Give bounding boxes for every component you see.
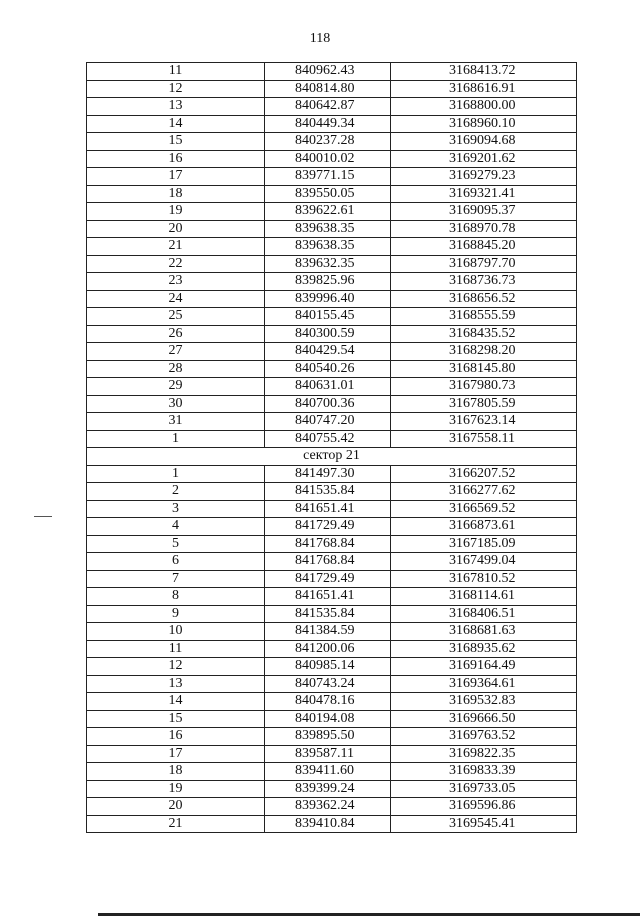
y-coordinate-cell: 3169596.86 bbox=[391, 798, 577, 816]
table-row bbox=[87, 763, 577, 781]
x-coordinate-cell: 840700.36 bbox=[265, 395, 391, 413]
point-number-cell: 20 bbox=[87, 798, 265, 816]
point-number-cell: 24 bbox=[87, 290, 265, 308]
table-row bbox=[87, 605, 577, 623]
x-coordinate-cell: 839362.24 bbox=[265, 798, 391, 816]
margin-mark bbox=[34, 516, 52, 517]
point-number-cell: 5 bbox=[87, 535, 265, 553]
table-row bbox=[87, 780, 577, 798]
y-coordinate-cell: 3168736.73 bbox=[391, 273, 577, 291]
y-coordinate-cell: 3169164.49 bbox=[391, 658, 577, 676]
x-coordinate-cell: 839411.60 bbox=[265, 763, 391, 781]
point-number-cell: 16 bbox=[87, 728, 265, 746]
y-coordinate-cell: 3167558.11 bbox=[391, 430, 577, 448]
x-coordinate-cell: 840985.14 bbox=[265, 658, 391, 676]
table-row bbox=[87, 255, 577, 273]
point-number-cell: 9 bbox=[87, 605, 265, 623]
x-coordinate-cell: 840449.34 bbox=[265, 115, 391, 133]
x-coordinate-cell: 839771.15 bbox=[265, 168, 391, 186]
table-row bbox=[87, 710, 577, 728]
page-bottom-rule bbox=[98, 913, 640, 916]
point-number-cell: 13 bbox=[87, 675, 265, 693]
table-row bbox=[87, 693, 577, 711]
x-coordinate-cell: 839825.96 bbox=[265, 273, 391, 291]
y-coordinate-cell: 3168656.52 bbox=[391, 290, 577, 308]
y-coordinate-cell: 3166873.61 bbox=[391, 518, 577, 536]
point-number-cell: 17 bbox=[87, 168, 265, 186]
point-number-cell: 8 bbox=[87, 588, 265, 606]
point-number-cell: 14 bbox=[87, 693, 265, 711]
table-row bbox=[87, 728, 577, 746]
y-coordinate-cell: 3168800.00 bbox=[391, 98, 577, 116]
x-coordinate-cell: 840429.54 bbox=[265, 343, 391, 361]
x-coordinate-cell: 841384.59 bbox=[265, 623, 391, 641]
table-row bbox=[87, 343, 577, 361]
y-coordinate-cell: 3167980.73 bbox=[391, 378, 577, 396]
y-coordinate-cell: 3169095.37 bbox=[391, 203, 577, 221]
x-coordinate-cell: 841200.06 bbox=[265, 640, 391, 658]
point-number-cell: 1 bbox=[87, 465, 265, 483]
x-coordinate-cell: 840478.16 bbox=[265, 693, 391, 711]
table-row bbox=[87, 290, 577, 308]
x-coordinate-cell: 839399.24 bbox=[265, 780, 391, 798]
table-row bbox=[87, 798, 577, 816]
y-coordinate-cell: 3168114.61 bbox=[391, 588, 577, 606]
y-coordinate-cell: 3169822.35 bbox=[391, 745, 577, 763]
table-row bbox=[87, 63, 577, 81]
table-row bbox=[87, 168, 577, 186]
table-row bbox=[87, 308, 577, 326]
y-coordinate-cell: 3167185.09 bbox=[391, 535, 577, 553]
point-number-cell: 20 bbox=[87, 220, 265, 238]
x-coordinate-cell: 839622.61 bbox=[265, 203, 391, 221]
x-coordinate-cell: 839895.50 bbox=[265, 728, 391, 746]
table-row bbox=[87, 553, 577, 571]
x-coordinate-cell: 840755.42 bbox=[265, 430, 391, 448]
point-number-cell: 11 bbox=[87, 63, 265, 81]
y-coordinate-cell: 3169545.41 bbox=[391, 815, 577, 833]
x-coordinate-cell: 841651.41 bbox=[265, 588, 391, 606]
point-number-cell: 2 bbox=[87, 483, 265, 501]
x-coordinate-cell: 840237.28 bbox=[265, 133, 391, 151]
x-coordinate-cell: 841497.30 bbox=[265, 465, 391, 483]
x-coordinate-cell: 840194.08 bbox=[265, 710, 391, 728]
page-number: 118 bbox=[309, 31, 331, 46]
point-number-cell: 19 bbox=[87, 780, 265, 798]
table-row bbox=[87, 623, 577, 641]
sector-header-row bbox=[87, 448, 577, 466]
table-row bbox=[87, 203, 577, 221]
x-coordinate-cell: 841729.49 bbox=[265, 518, 391, 536]
table-row bbox=[87, 570, 577, 588]
table-row bbox=[87, 115, 577, 133]
table-row bbox=[87, 220, 577, 238]
point-number-cell: 19 bbox=[87, 203, 265, 221]
y-coordinate-cell: 3168616.91 bbox=[391, 80, 577, 98]
point-number-cell: 18 bbox=[87, 763, 265, 781]
point-number-cell: 1 bbox=[87, 430, 265, 448]
point-number-cell: 7 bbox=[87, 570, 265, 588]
y-coordinate-cell: 3169733.05 bbox=[391, 780, 577, 798]
table-row bbox=[87, 133, 577, 151]
y-coordinate-cell: 3168298.20 bbox=[391, 343, 577, 361]
y-coordinate-cell: 3168413.72 bbox=[391, 63, 577, 81]
point-number-cell: 27 bbox=[87, 343, 265, 361]
y-coordinate-cell: 3167805.59 bbox=[391, 395, 577, 413]
y-coordinate-cell: 3168960.10 bbox=[391, 115, 577, 133]
table-row bbox=[87, 640, 577, 658]
point-number-cell: 6 bbox=[87, 553, 265, 571]
y-coordinate-cell: 3168970.78 bbox=[391, 220, 577, 238]
x-coordinate-cell: 839632.35 bbox=[265, 255, 391, 273]
y-coordinate-cell: 3169364.61 bbox=[391, 675, 577, 693]
y-coordinate-cell: 3169321.41 bbox=[391, 185, 577, 203]
x-coordinate-cell: 840155.45 bbox=[265, 308, 391, 326]
point-number-cell: 15 bbox=[87, 133, 265, 151]
y-coordinate-cell: 3167499.04 bbox=[391, 553, 577, 571]
point-number-cell: 22 bbox=[87, 255, 265, 273]
point-number-cell: 15 bbox=[87, 710, 265, 728]
table-row bbox=[87, 465, 577, 483]
x-coordinate-cell: 840962.43 bbox=[265, 63, 391, 81]
point-number-cell: 12 bbox=[87, 80, 265, 98]
table-row bbox=[87, 325, 577, 343]
y-coordinate-cell: 3166277.62 bbox=[391, 483, 577, 501]
x-coordinate-cell: 841729.49 bbox=[265, 570, 391, 588]
point-number-cell: 14 bbox=[87, 115, 265, 133]
y-coordinate-cell: 3167623.14 bbox=[391, 413, 577, 431]
table-row bbox=[87, 535, 577, 553]
y-coordinate-cell: 3168797.70 bbox=[391, 255, 577, 273]
table-row bbox=[87, 98, 577, 116]
x-coordinate-cell: 840631.01 bbox=[265, 378, 391, 396]
y-coordinate-cell: 3168435.52 bbox=[391, 325, 577, 343]
coordinates-table-body bbox=[87, 63, 577, 833]
y-coordinate-cell: 3169094.68 bbox=[391, 133, 577, 151]
table-row bbox=[87, 745, 577, 763]
table-row bbox=[87, 430, 577, 448]
x-coordinate-cell: 841535.84 bbox=[265, 483, 391, 501]
y-coordinate-cell: 3169201.62 bbox=[391, 150, 577, 168]
x-coordinate-cell: 840642.87 bbox=[265, 98, 391, 116]
point-number-cell: 12 bbox=[87, 658, 265, 676]
table-row bbox=[87, 500, 577, 518]
x-coordinate-cell: 841651.41 bbox=[265, 500, 391, 518]
x-coordinate-cell: 840300.59 bbox=[265, 325, 391, 343]
y-coordinate-cell: 3168145.80 bbox=[391, 360, 577, 378]
y-coordinate-cell: 3168845.20 bbox=[391, 238, 577, 256]
x-coordinate-cell: 839587.11 bbox=[265, 745, 391, 763]
x-coordinate-cell: 839550.05 bbox=[265, 185, 391, 203]
y-coordinate-cell: 3167810.52 bbox=[391, 570, 577, 588]
sector-title: сектор 21 bbox=[87, 448, 577, 466]
table-row bbox=[87, 518, 577, 536]
point-number-cell: 10 bbox=[87, 623, 265, 641]
point-number-cell: 3 bbox=[87, 500, 265, 518]
point-number-cell: 30 bbox=[87, 395, 265, 413]
table-row bbox=[87, 588, 577, 606]
y-coordinate-cell: 3166569.52 bbox=[391, 500, 577, 518]
table-row bbox=[87, 80, 577, 98]
point-number-cell: 16 bbox=[87, 150, 265, 168]
y-coordinate-cell: 3166207.52 bbox=[391, 465, 577, 483]
table-row bbox=[87, 273, 577, 291]
y-coordinate-cell: 3169763.52 bbox=[391, 728, 577, 746]
x-coordinate-cell: 841768.84 bbox=[265, 553, 391, 571]
x-coordinate-cell: 840747.20 bbox=[265, 413, 391, 431]
x-coordinate-cell: 840010.02 bbox=[265, 150, 391, 168]
point-number-cell: 23 bbox=[87, 273, 265, 291]
x-coordinate-cell: 839996.40 bbox=[265, 290, 391, 308]
point-number-cell: 26 bbox=[87, 325, 265, 343]
x-coordinate-cell: 841535.84 bbox=[265, 605, 391, 623]
x-coordinate-cell: 840814.80 bbox=[265, 80, 391, 98]
point-number-cell: 17 bbox=[87, 745, 265, 763]
y-coordinate-cell: 3169666.50 bbox=[391, 710, 577, 728]
x-coordinate-cell: 840743.24 bbox=[265, 675, 391, 693]
y-coordinate-cell: 3168935.62 bbox=[391, 640, 577, 658]
x-coordinate-cell: 840540.26 bbox=[265, 360, 391, 378]
y-coordinate-cell: 3169532.83 bbox=[391, 693, 577, 711]
x-coordinate-cell: 841768.84 bbox=[265, 535, 391, 553]
table-row bbox=[87, 185, 577, 203]
coordinates-table bbox=[86, 62, 577, 833]
table-row bbox=[87, 413, 577, 431]
point-number-cell: 29 bbox=[87, 378, 265, 396]
y-coordinate-cell: 3168406.51 bbox=[391, 605, 577, 623]
point-number-cell: 4 bbox=[87, 518, 265, 536]
point-number-cell: 21 bbox=[87, 238, 265, 256]
point-number-cell: 21 bbox=[87, 815, 265, 833]
x-coordinate-cell: 839638.35 bbox=[265, 220, 391, 238]
table-row bbox=[87, 238, 577, 256]
y-coordinate-cell: 3169279.23 bbox=[391, 168, 577, 186]
table-row bbox=[87, 360, 577, 378]
y-coordinate-cell: 3168555.59 bbox=[391, 308, 577, 326]
table-row bbox=[87, 658, 577, 676]
point-number-cell: 31 bbox=[87, 413, 265, 431]
table-row bbox=[87, 150, 577, 168]
point-number-cell: 25 bbox=[87, 308, 265, 326]
x-coordinate-cell: 839410.84 bbox=[265, 815, 391, 833]
table-row bbox=[87, 378, 577, 396]
table-row bbox=[87, 483, 577, 501]
table-row bbox=[87, 675, 577, 693]
y-coordinate-cell: 3169833.39 bbox=[391, 763, 577, 781]
table-row bbox=[87, 815, 577, 833]
point-number-cell: 28 bbox=[87, 360, 265, 378]
x-coordinate-cell: 839638.35 bbox=[265, 238, 391, 256]
table-row bbox=[87, 395, 577, 413]
point-number-cell: 11 bbox=[87, 640, 265, 658]
point-number-cell: 13 bbox=[87, 98, 265, 116]
point-number-cell: 18 bbox=[87, 185, 265, 203]
y-coordinate-cell: 3168681.63 bbox=[391, 623, 577, 641]
